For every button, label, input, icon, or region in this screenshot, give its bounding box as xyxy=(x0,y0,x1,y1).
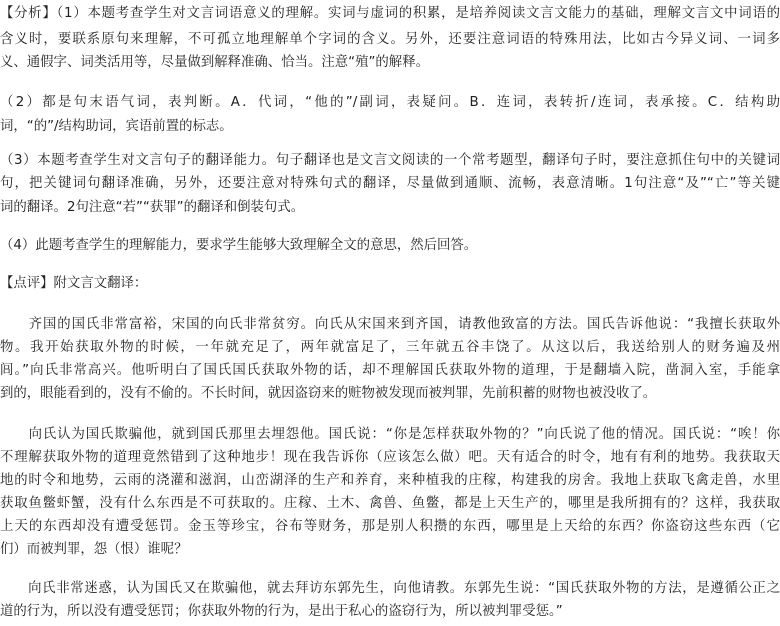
translation-para-1-line: 到的，眼能看到的，没有不偷的。不长时间，就因盗窃来的赃物被发现而被判罪，先前积蓄的财物也被没收了。 xyxy=(0,386,657,401)
translation-para-1-line: 物。我开始获取外物的时候，一年就充足了，两年就富足了，三年就五谷丰饶了。从这以后，我送给别人的财务遍及州 xyxy=(0,340,780,355)
translation-para-1-line: 齐国的国氏非常富裕，宋国的向氏非常贫穷。向氏从宋国来到齐国，请教他致富的方法。国氏告诉他说：“我擅长获取外 xyxy=(0,317,780,332)
point-3-line: （3）本题考查学生对文言句子的翻译能力。句子翻译也是文言文阅读的一个常考题型，翻译句子时，要注意抓住句中的关键词 xyxy=(0,153,780,168)
analysis-line: 含义时，要联系原句来理解，不可孤立地理解单个字词的含义。另外，还要注意词语的特殊用法，比如古今异义词、一词多 xyxy=(0,32,780,47)
translation-para-2-line: 获取鱼鳖虾蟹，没有什么东西是不可获取的。庄稼、土木、禽兽、鱼鳖，都是上天生产的，哪里是我所拥有的？这样，我获取 xyxy=(0,496,780,511)
translation-para-1-line: 闾。”向氏非常高兴。他听明白了国氏国氏获取外物的话，却不理解国氏获取外物的道理，于是翻墙入院，凿洞入室，手能拿 xyxy=(0,363,780,378)
analysis-line: 【分析】（1）本题考查学生对文言词语意义的理解。实词与虚词的积累，是培养阅读文言文能力的基础，理解文言文中词语的 xyxy=(0,6,780,21)
point-2-line: （2）都是句末语气词，表判断。A．代词，“他的”/副词，表疑问。B．连词，表转折/连词，表承接。C．结构助 xyxy=(0,95,780,110)
translation-para-2-line: 地的时令和地势，云雨的浇灌和滋润，山峦湖泽的生产和养育，来种植我的庄稼，构建我的房舍。我地上获取飞禽走兽，水里 xyxy=(0,473,780,488)
point-4-line: （4）此题考查学生的理解能力，要求学生能够大致理解全文的意思，然后回答。 xyxy=(0,238,478,253)
translation-para-2-line: 不理解获取外物的道理竟然错到了这种地步！现在我告诉你（应该怎么做）吧。天有适合的时令，地有有利的地势。我获取天 xyxy=(0,450,780,465)
translation-para-3-line: 道的行为，所以没有遭受惩罚；你获取外物的行为，是出于私心的盗窃行为，所以被判罪受惩。” xyxy=(0,604,563,619)
comment-heading: 【点评】附文言文翻译： xyxy=(0,276,148,291)
analysis-line: 义、通假字、词类活用等，尽量做到解释准确、恰当。注意“殖”的解释。 xyxy=(0,55,429,70)
point-3-line: 词的翻译。2句注意“若”“获罪”的翻译和倒装句式。 xyxy=(0,200,305,215)
point-3-line: 句，把关键词句翻译准确，另外，还要注意对特殊句式的翻译，尽量做到通顺、流畅，表意清晰。1句注意“及”“亡”等关键 xyxy=(0,176,780,191)
translation-para-3-line: 向氏非常迷惑，认为国氏又在欺骗他，就去拜访东郭先生，向他请教。东郭先生说：“国氏获取外物的方法，是遵循公正之 xyxy=(0,581,780,596)
point-2-line: 词，“的”/结构助词，宾语前置的标志。 xyxy=(0,119,233,134)
translation-para-2-line: 上天的东西却没有遭受惩罚。金玉等珍宝，谷布等财务，那是别人积攒的东西，哪里是上天给的东西？你盗窃这些东西（它 xyxy=(0,519,780,534)
translation-para-2-line: 们）而被判罪，怨（恨）谁呢？ xyxy=(0,542,188,557)
translation-para-2-line: 向氏认为国氏欺骗他，就到国氏那里去埋怨他。国氏说：“你是怎样获取外物的？”向氏说了他的情况。国氏说：“唉！你 xyxy=(0,427,780,442)
